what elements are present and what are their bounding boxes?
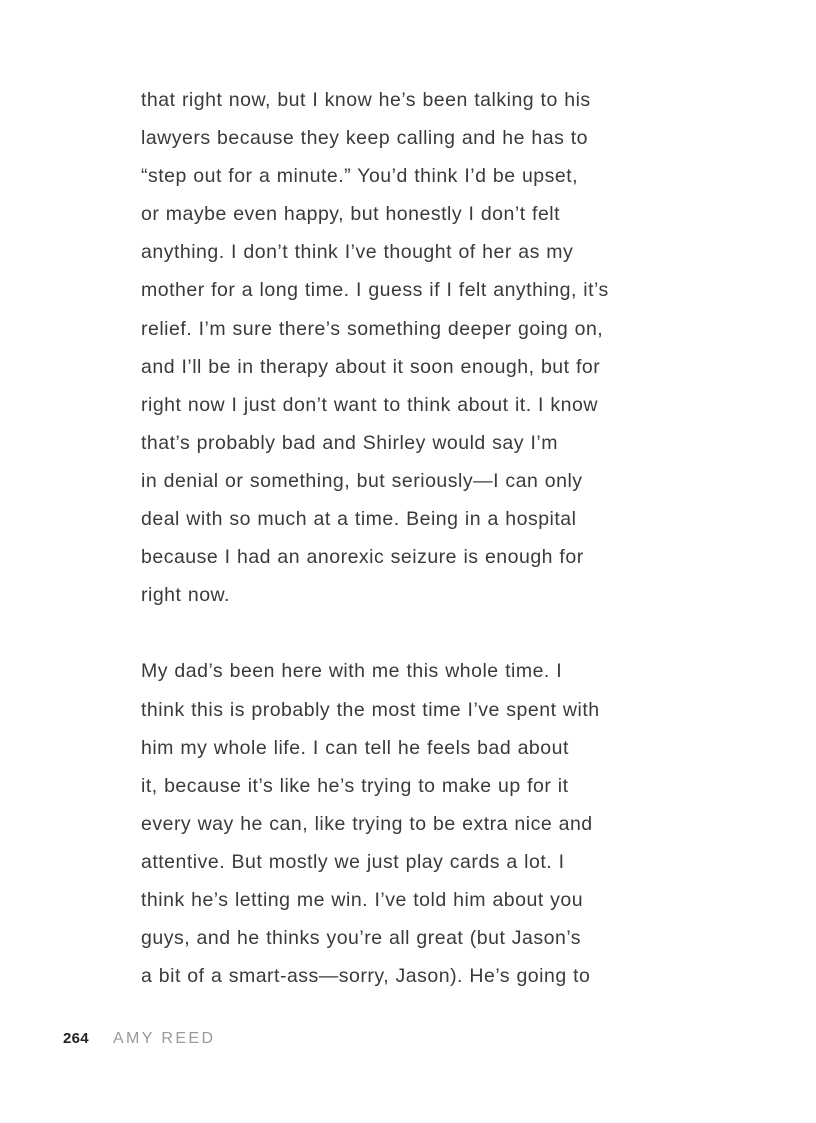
- text-line: right now.: [141, 584, 230, 607]
- paragraph-1: [141, 81, 701, 614]
- text-line: think this is probably the most time I’ve spent with: [141, 698, 600, 721]
- text-line: that’s probably bad and Shirley would say I’m: [141, 431, 558, 454]
- paragraph-gap: [141, 614, 701, 652]
- text-line: it, because it’s like he’s trying to make up for it: [141, 774, 569, 797]
- text-line: anything. I don’t think I’ve thought of her as my: [141, 241, 574, 264]
- text-line: “step out for a minute.” You’d think I’d be upset,: [141, 165, 579, 188]
- page-number: 264: [63, 1030, 89, 1047]
- body-text: [141, 81, 701, 995]
- text-line: right now I just don’t want to think about it. I know: [141, 393, 598, 416]
- text-line: a bit of a smart-ass—sorry, Jason). He’s going to: [141, 965, 591, 988]
- text-line: him my whole life. I can tell he feels bad about: [141, 736, 569, 759]
- text-line: guys, and he thinks you’re all great (but Jason’s: [141, 927, 582, 950]
- text-line: attentive. But mostly we just play cards a lot. I: [141, 850, 565, 873]
- text-line: relief. I’m sure there’s something deeper going on,: [141, 317, 604, 340]
- text-line: every way he can, like trying to be extra nice and: [141, 812, 593, 835]
- text-line: deal with so much at a time. Being in a hospital: [141, 508, 577, 531]
- text-line: and I’ll be in therapy about it soon enough, but for: [141, 355, 601, 378]
- text-line: or maybe even happy, but honestly I don’t felt: [141, 203, 561, 226]
- text-line: lawyers because they keep calling and he has to: [141, 127, 589, 150]
- paragraph-2: [141, 652, 701, 995]
- text-line: think he’s letting me win. I’ve told him about you: [141, 888, 584, 911]
- text-line: in denial or something, but seriously—I can only: [141, 469, 583, 492]
- text-line: that right now, but I know he’s been talking to his: [141, 89, 591, 111]
- text-line: My dad’s been here with me this whole time. I: [141, 660, 563, 683]
- page-footer: [63, 1030, 215, 1056]
- text-line: because I had an anorexic seizure is enough for: [141, 546, 584, 569]
- running-head-author: AMY REED: [112, 1030, 216, 1047]
- text-line: mother for a long time. I guess if I felt anything, it’s: [141, 279, 609, 302]
